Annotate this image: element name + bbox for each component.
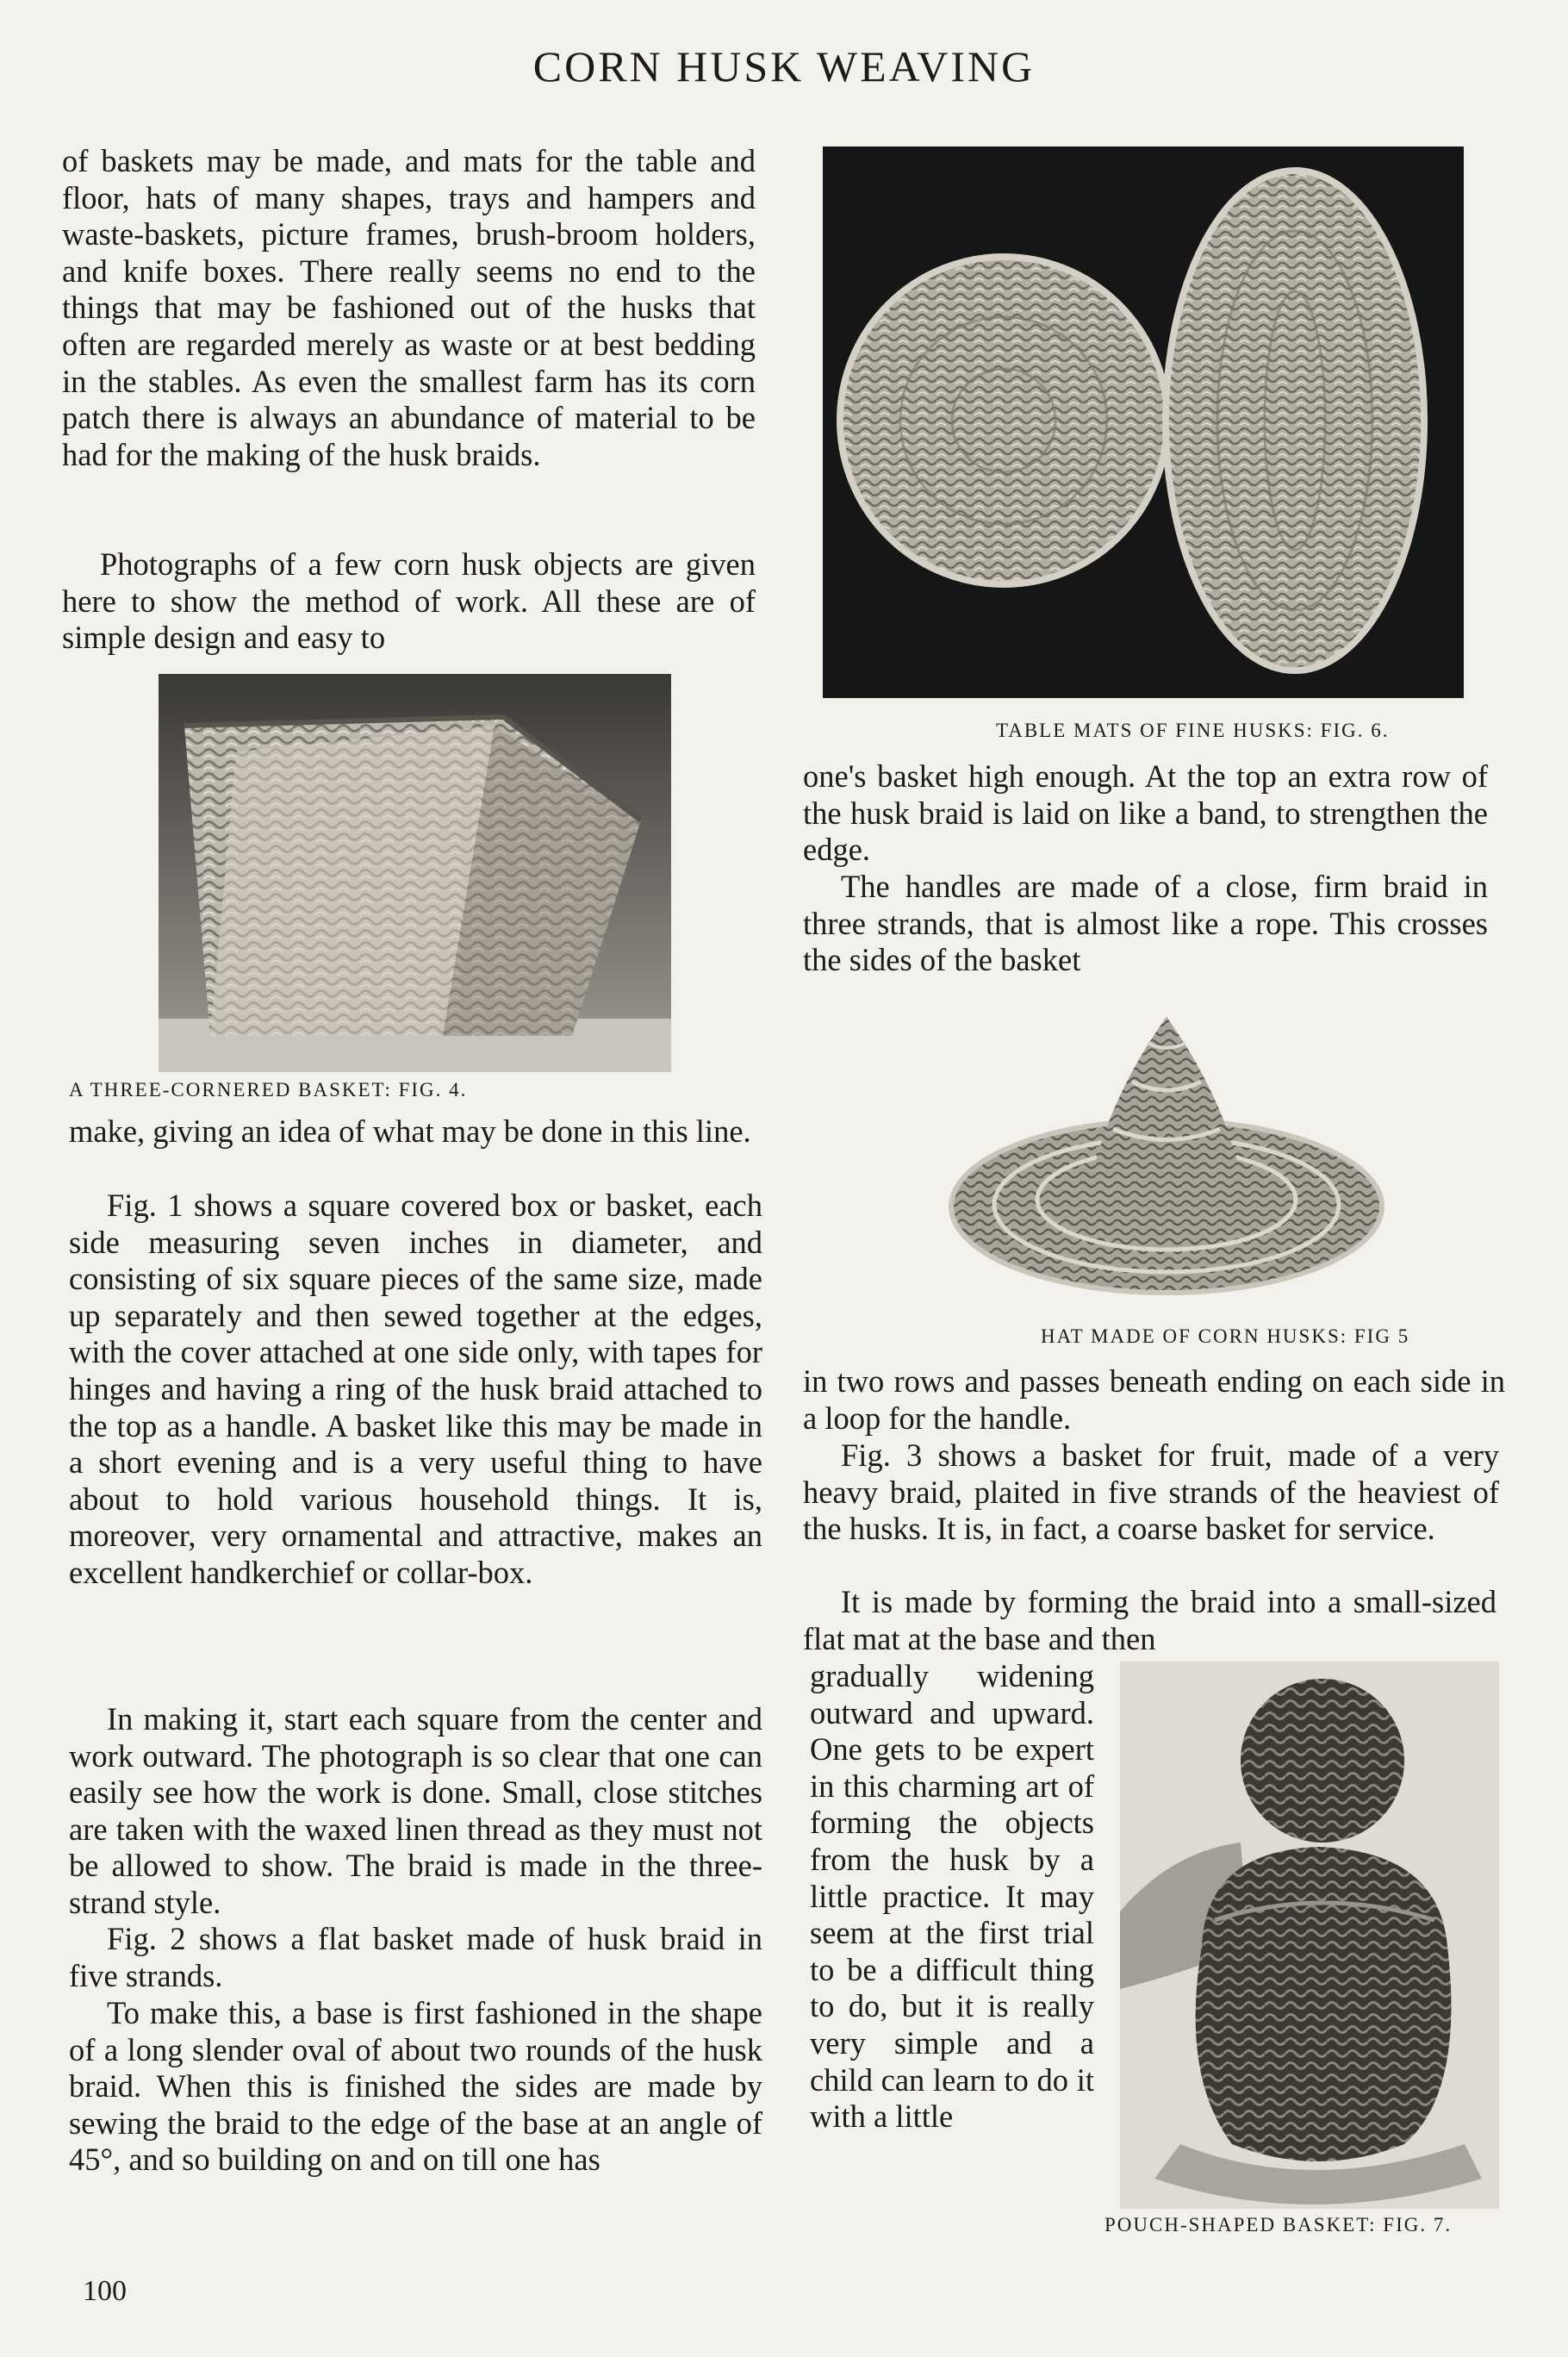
left-paragraph-2: Photographs of a few corn husk objects are given here to show the method of work. All these are of simple design and easy to <box>62 546 756 656</box>
right-paragraph-3: in two rows and passes beneath ending on each side in a loop for the handle. <box>803 1363 1505 1436</box>
mats-illustration <box>823 147 1464 698</box>
left-paragraph-1: of baskets may be made, and mats for the table and floor, hats of many shapes, trays and hampers and waste-baskets, picture frames, brush-broom holders, and knife boxes. There really seems no end to the things that may be fashioned out of the husks that often are regarded merely as waste or at best bedding in the stables. As even the smallest farm has its corn patch there is always an abundance of material to be had for the making of the husk braids. <box>62 143 756 472</box>
left-paragraph-4: Fig. 1 shows a square covered box or basket, each side measuring seven inches in diameter, and consisting of six square pieces of the same size, made up separately and then sewed together at the edges, with the cover attached at one side only, with tapes for hinges and having a ring of the husk braid attached to the top as a handle. A basket like this may be made in a short evening and is a very useful thing to have about to hold various household things. It is, moreover, very ornamental and attractive, makes an excellent handkerchief or collar-box. <box>69 1188 762 1590</box>
corn-husk-hat-photo <box>941 1000 1392 1303</box>
right-paragraph-5-wide: It is made by forming the braid into a small-sized flat mat at the base and then <box>803 1584 1496 1656</box>
right-paragraph-5-narrow: gradually widening outward and upward. One gets to be expert in this charming art of forming the objects from the husk by a little practice. It may seem at the first trial to be a difficult thing to do, but it is really very simple and a child can learn to do it with a little <box>810 1658 1094 2135</box>
three-cornered-basket-photo <box>159 674 671 1072</box>
pouch-shaped-basket-photo <box>1120 1662 1499 2209</box>
left-paragraph-7: To make this, a base is first fashioned in the shape of a long slender oval of about two rounds of the husk braid. When this is finished the sides are made by sewing the braid to the edge of the base at an angle of 45°, and so building on and on till one has <box>69 1995 762 2178</box>
left-paragraph-5: In making it, start each square from the center and work outward. The photograph is so clear that one can easily see how the work is done. Small, close stitches are taken with the waxed linen thread as they must not be allowed to show. The braid is made in the three-strand style. <box>69 1701 762 1920</box>
left-paragraph-3: make, giving an idea of what may be done in this line. <box>69 1113 751 1149</box>
basket-illustration <box>159 674 671 1072</box>
hat-illustration <box>941 1000 1392 1303</box>
page-number: 100 <box>83 2275 127 2307</box>
fig6-caption: TABLE MATS OF FINE HUSKS: FIG. 6. <box>996 720 1390 741</box>
fig7-caption: POUCH-SHAPED BASKET: FIG. 7. <box>1104 2214 1453 2235</box>
fig4-caption: A THREE-CORNERED BASKET: FIG. 4. <box>69 1079 468 1101</box>
right-paragraph-2: The handles are made of a close, firm braid in three strands, that is almost like a rope. This crosses the sides of the basket <box>803 869 1488 978</box>
page-title: CORN HUSK WEAVING <box>532 42 1036 90</box>
right-paragraph-4: Fig. 3 shows a basket for fruit, made of a very heavy braid, plaited in five strands of the heaviest of the husks. It is, in fact, a coarse basket for service. <box>803 1437 1499 1547</box>
fig5-caption: HAT MADE OF CORN HUSKS: FIG 5 <box>1041 1325 1410 1347</box>
table-mats-photo <box>823 147 1464 698</box>
pouch-illustration <box>1120 1662 1499 2209</box>
right-paragraph-1: one's basket high enough. At the top an extra row of the husk braid is laid on like a band, to strengthen the edge. <box>803 758 1488 868</box>
left-paragraph-6: Fig. 2 shows a flat basket made of husk braid in five strands. <box>69 1921 762 1993</box>
